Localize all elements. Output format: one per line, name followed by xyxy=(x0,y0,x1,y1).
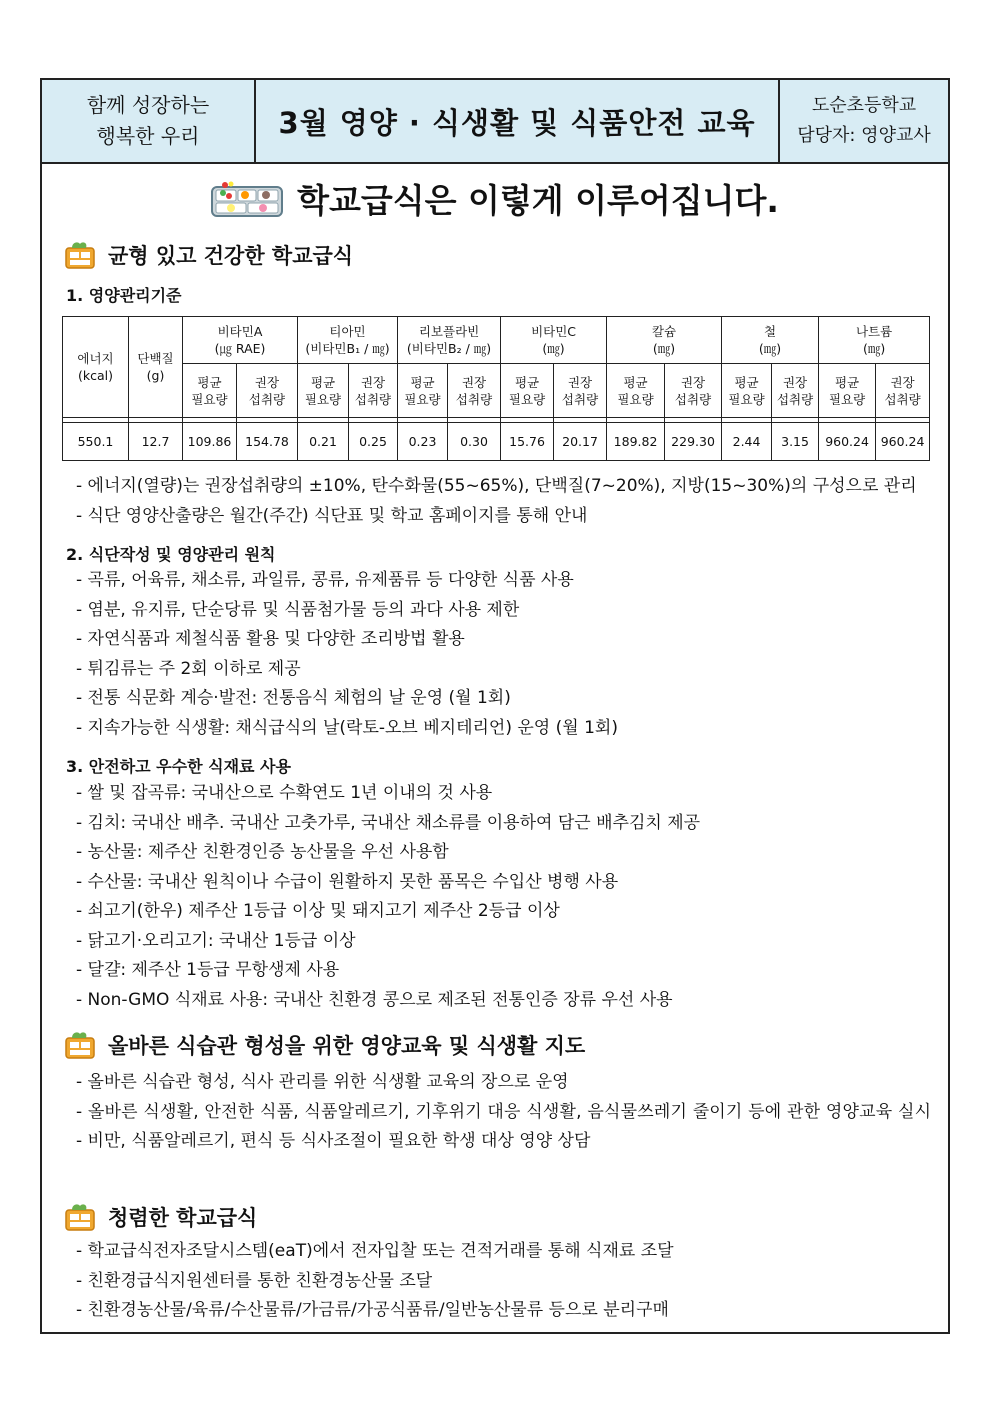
value-cell: 15.76 xyxy=(501,423,554,461)
teacher-name: 담당자: 영양교사 xyxy=(797,125,931,146)
rec-label: 권장 xyxy=(782,374,808,390)
value-cell: 960.24 xyxy=(876,423,930,461)
avg-label: 필요량 xyxy=(191,391,228,407)
rec-label: 섭취량 xyxy=(776,391,814,407)
ingredients-list xyxy=(76,779,938,1015)
list-item: - 올바른 식습관 형성, 식사 관리를 위한 식생활 교육의 장으로 운영 xyxy=(76,1072,569,1092)
list-item: - 에너지(열량)는 권장섭취량의 ±10%, 탄수화물(55~65%), 단백질(7~20%), 지방(15~30%)의 구성으로 관리 xyxy=(76,476,917,496)
rec-label: 섭취량 xyxy=(884,391,921,407)
avg-header xyxy=(398,364,448,418)
nutrient-unit: (㎎) xyxy=(758,341,782,356)
rec-label: 권장 xyxy=(680,374,706,390)
rec-header xyxy=(772,364,819,418)
nutrient-header xyxy=(607,317,722,364)
avg-label: 필요량 xyxy=(728,391,765,407)
nutrient-unit: (㎎) xyxy=(862,341,886,356)
bento-box-icon xyxy=(64,1202,96,1232)
avg-header xyxy=(607,364,665,418)
nutrient-unit: (비타민B₂ / ㎎) xyxy=(406,341,492,356)
rec-label: 섭취량 xyxy=(561,391,599,407)
nutrient-unit: (㎍ RAE) xyxy=(214,341,266,356)
list-item: - 김치: 국내산 배추. 국내산 고춧가루, 국내산 채소류를 이용하여 담근 배추김치 제공 xyxy=(76,812,701,833)
nutrient-header xyxy=(398,317,501,364)
rec-label: 권장 xyxy=(567,374,593,390)
avg-label: 평균 xyxy=(410,374,435,390)
list-item: - 올바른 식생활, 안전한 식품, 식품알레르기, 기후위기 대응 식생활, 음식물쓰레기 줄이기 등에 관한 영양교육 실시 xyxy=(76,1101,932,1122)
list-item: - 비만, 식품알레르기, 편식 등 식사조절이 필요한 학생 대상 영양 상담 xyxy=(76,1131,591,1151)
subheading-menu-principles: 2. 식단작성 및 영양관리 원칙 xyxy=(66,545,276,564)
list-item: - 지속가능한 식생활: 채식급식의 날(락토-오브 베지테리언) 운영 (월 1회) xyxy=(76,717,618,738)
menu-principles-list xyxy=(76,566,938,743)
rec-label: 권장 xyxy=(890,374,915,390)
rec-header xyxy=(554,364,607,418)
rec-label: 권장 xyxy=(461,374,487,390)
nutrition-notes xyxy=(76,472,938,531)
nutrient-unit: (㎎) xyxy=(542,341,565,356)
avg-label: 평균 xyxy=(514,374,540,390)
value-cell: 0.30 xyxy=(448,423,501,461)
protein-header xyxy=(129,317,183,418)
value-cell: 550.1 xyxy=(63,423,129,461)
energy-unit: (kcal) xyxy=(78,368,113,383)
rec-label: 권장 xyxy=(254,374,280,390)
avg-label: 필요량 xyxy=(508,391,546,407)
nutrient-header xyxy=(183,317,298,364)
value-cell: 3.15 xyxy=(772,423,819,461)
nutrient-header xyxy=(501,317,607,364)
list-item: - 수산물: 국내산 원칙이나 수급이 원활하지 못한 품목은 수입산 병행 사용 xyxy=(76,871,619,892)
protein-unit: (g) xyxy=(146,368,165,383)
section-2-title: 올바른 식습관 형성을 위한 영양교육 및 식생활 지도 xyxy=(108,1034,586,1058)
avg-label: 필요량 xyxy=(404,391,441,407)
rec-header xyxy=(665,364,722,418)
subheader-row xyxy=(63,364,930,418)
rec-label: 섭취량 xyxy=(674,391,712,407)
value-cell: 189.82 xyxy=(607,423,665,461)
avg-header xyxy=(501,364,554,418)
energy-header xyxy=(63,317,129,418)
list-item: - 쇠고기(한우) 제주산 1등급 이상 및 돼지고기 제주산 2등급 이상 xyxy=(76,901,560,921)
bento-box-icon xyxy=(64,240,96,270)
avg-label: 평균 xyxy=(834,374,860,390)
header xyxy=(42,80,948,164)
avg-label: 평균 xyxy=(623,374,648,390)
main-title: 학교급식은 이렇게 이루어집니다. xyxy=(297,181,779,220)
value-cell: 154.78 xyxy=(237,423,298,461)
avg-label: 필요량 xyxy=(617,391,654,407)
value-cell: 0.23 xyxy=(398,423,448,461)
meal-tray-icon xyxy=(211,181,283,217)
list-item: - 전통 식문화 계승·발전: 전통음식 체험의 날 운영 (월 1회) xyxy=(76,688,511,708)
nutrient-header xyxy=(722,317,819,364)
slogan-line-2: 행복한 우리 xyxy=(96,124,200,148)
protein-label: 단백질 xyxy=(137,351,174,366)
list-item: - 학교급식전자조달시스템(eaT)에서 전자입찰 또는 견적거래를 통해 식재료 조달 xyxy=(76,1241,674,1261)
nutrient-name: 티아민 xyxy=(329,324,366,339)
value-cell: 2.44 xyxy=(722,423,772,461)
list-item: - 식단 영양산출량은 월간(주간) 식단표 및 학교 홈페이지를 통해 안내 xyxy=(76,505,588,526)
avg-label: 필요량 xyxy=(304,391,342,407)
main-title-row xyxy=(42,175,948,222)
value-cell: 109.86 xyxy=(183,423,237,461)
list-item: - 염분, 유지류, 단순당류 및 식품첨가물 등의 과다 사용 제한 xyxy=(76,599,520,620)
avg-label: 필요량 xyxy=(828,391,866,407)
slogan-line-1: 함께 성장하는 xyxy=(86,93,210,117)
rec-header xyxy=(349,364,398,418)
rec-label: 섭취량 xyxy=(455,391,493,407)
rec-label: 권장 xyxy=(360,374,386,390)
avg-label: 평균 xyxy=(310,374,336,390)
document-frame xyxy=(40,78,950,1334)
list-item: - 친환경농산물/육류/수산물류/가금류/가공식품류/일반농산물류 등으로 분리구매 xyxy=(76,1300,669,1320)
nutrient-name: 비타민A xyxy=(217,324,263,339)
list-item: - 친환경급식지원센터를 통한 친환경농산물 조달 xyxy=(76,1270,433,1291)
nutrient-name: 리보플라빈 xyxy=(418,324,480,339)
header-slogan xyxy=(42,80,256,162)
value-cell: 960.24 xyxy=(819,423,876,461)
value-cell: 0.25 xyxy=(349,423,398,461)
section-3-title: 청렴한 학교급식 xyxy=(108,1206,258,1230)
subheading-nutrition-standard: 1. 영양관리기준 xyxy=(66,286,182,305)
section-2-heading xyxy=(64,1030,585,1060)
rec-header xyxy=(448,364,501,418)
list-item: - 자연식품과 제철식품 활용 및 다양한 조리방법 활용 xyxy=(76,629,465,649)
section-1-title: 균형 있고 건강한 학교급식 xyxy=(108,244,354,268)
value-cell: 0.21 xyxy=(298,423,349,461)
list-item: - 달걀: 제주산 1등급 무항생제 사용 xyxy=(76,960,340,980)
nutrient-name: 칼슘 xyxy=(651,324,677,339)
header-title: 3월 영양 · 식생활 및 식품안전 교육 xyxy=(256,80,780,162)
nutrient-header xyxy=(819,317,930,364)
nutrient-name: 비타민C xyxy=(531,324,577,339)
list-item: - Non-GMO 식재료 사용: 국내산 친환경 콩으로 제조된 전통인증 장류 우선 사용 xyxy=(76,989,673,1010)
education-list xyxy=(76,1068,938,1157)
section-1-heading xyxy=(64,240,353,270)
section-3-heading xyxy=(64,1202,257,1232)
energy-label: 에너지 xyxy=(77,351,114,366)
school-name: 도순초등학교 xyxy=(811,95,917,116)
rec-header xyxy=(237,364,298,418)
avg-label: 평균 xyxy=(734,374,759,390)
nutrient-name: 나트륨 xyxy=(855,324,893,339)
list-item: - 곡류, 어육류, 채소류, 과일류, 콩류, 유제품류 등 다양한 식품 사용 xyxy=(76,570,574,590)
nutrition-standard-table xyxy=(62,316,930,461)
list-item: - 농산물: 제주산 친환경인증 농산물을 우선 사용함 xyxy=(76,842,449,862)
rec-label: 섭취량 xyxy=(354,391,392,407)
subheading-ingredients: 3. 안전하고 우수한 식재료 사용 xyxy=(66,757,291,776)
bento-box-icon xyxy=(64,1030,96,1060)
avg-header xyxy=(722,364,772,418)
avg-header xyxy=(298,364,349,418)
header-school-info xyxy=(780,80,948,162)
list-item: - 쌀 및 잡곡류: 국내산으로 수확연도 1년 이내의 것 사용 xyxy=(76,783,493,803)
table-row xyxy=(63,423,930,461)
nutrient-name: 철 xyxy=(764,324,777,339)
avg-label: 평균 xyxy=(197,374,222,390)
list-item: - 튀김류는 주 2회 이하로 제공 xyxy=(76,658,301,679)
avg-header xyxy=(183,364,237,418)
nutrient-unit: (㎎) xyxy=(652,341,676,356)
integrity-list xyxy=(76,1237,938,1326)
nutrient-unit: (비타민B₁ / ㎎) xyxy=(305,341,390,356)
value-cell: 12.7 xyxy=(129,423,183,461)
rec-header xyxy=(876,364,930,418)
list-item: - 닭고기·오리고기: 국내산 1등급 이상 xyxy=(76,930,356,951)
avg-header xyxy=(819,364,876,418)
value-cell: 229.30 xyxy=(665,423,722,461)
rec-label: 섭취량 xyxy=(248,391,286,407)
value-cell: 20.17 xyxy=(554,423,607,461)
nutrient-header xyxy=(298,317,398,364)
